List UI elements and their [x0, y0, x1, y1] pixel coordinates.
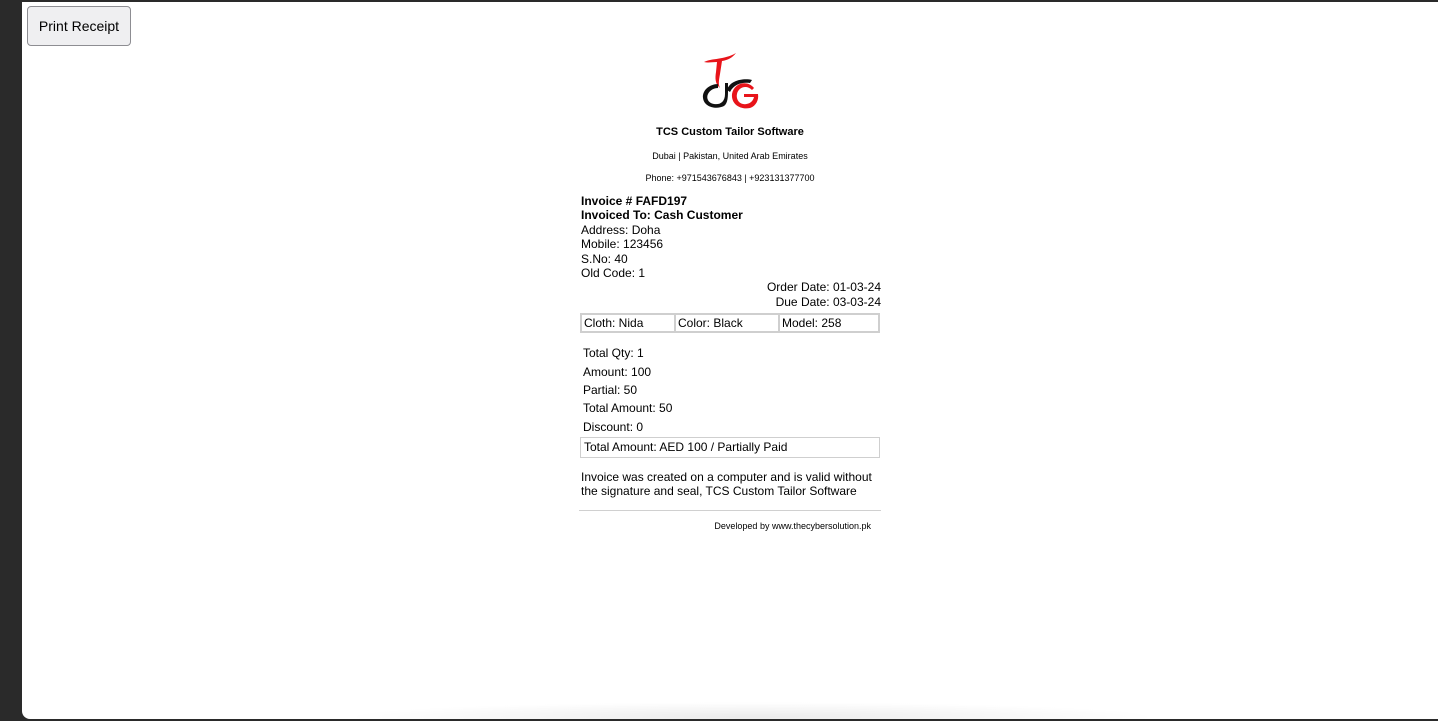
discount: Discount: 0	[583, 419, 644, 434]
validity-note: Invoice was created on a computer and is valid without the signature and seal, TCS Custom Tailor Software	[581, 470, 872, 499]
company-address: Dubai | Pakistan, United Arab Emirates	[652, 151, 808, 161]
invoice-details	[579, 194, 881, 309]
partial: Partial: 50	[583, 383, 638, 398]
divider	[579, 510, 881, 511]
customer-mobile: Mobile: 123456	[581, 237, 664, 252]
company-name: TCS Custom Tailor Software	[656, 126, 804, 138]
total-qty: Total Qty: 1	[583, 346, 644, 361]
due-date: Due Date: 03-03-24	[775, 294, 881, 309]
old-code: Old Code: 1	[581, 266, 646, 281]
print-receipt-button[interactable]: Print Receipt	[27, 6, 131, 46]
totals-section	[579, 344, 881, 436]
total-amount: Total Amount: 50	[583, 401, 673, 416]
table-row	[581, 314, 879, 332]
invoice-number: Invoice # FAFD197	[581, 194, 688, 208]
receipt	[579, 50, 881, 531]
developer-credit: Developed by www.thecybersolution.pk	[714, 521, 871, 532]
browser-window	[22, 2, 1438, 719]
amount: Amount: 100	[583, 364, 652, 379]
model-cell: Model: 258	[779, 314, 879, 332]
color-cell: Color: Black	[675, 314, 779, 332]
window-shadow	[342, 702, 1162, 719]
grand-total: Total Amount: AED 100 / Partially Paid	[580, 437, 880, 458]
order-date: Order Date: 01-03-24	[766, 280, 881, 295]
company-logo	[698, 50, 762, 114]
item-info-table	[580, 313, 880, 333]
invoiced-to: Invoiced To: Cash Customer	[581, 208, 743, 223]
company-phone: Phone: +971543676843 | +923131377700	[645, 173, 815, 183]
cloth-cell: Cloth: Nida	[581, 314, 675, 332]
serial-number: S.No: 40	[581, 251, 628, 266]
customer-address: Address: Doha	[581, 222, 661, 237]
